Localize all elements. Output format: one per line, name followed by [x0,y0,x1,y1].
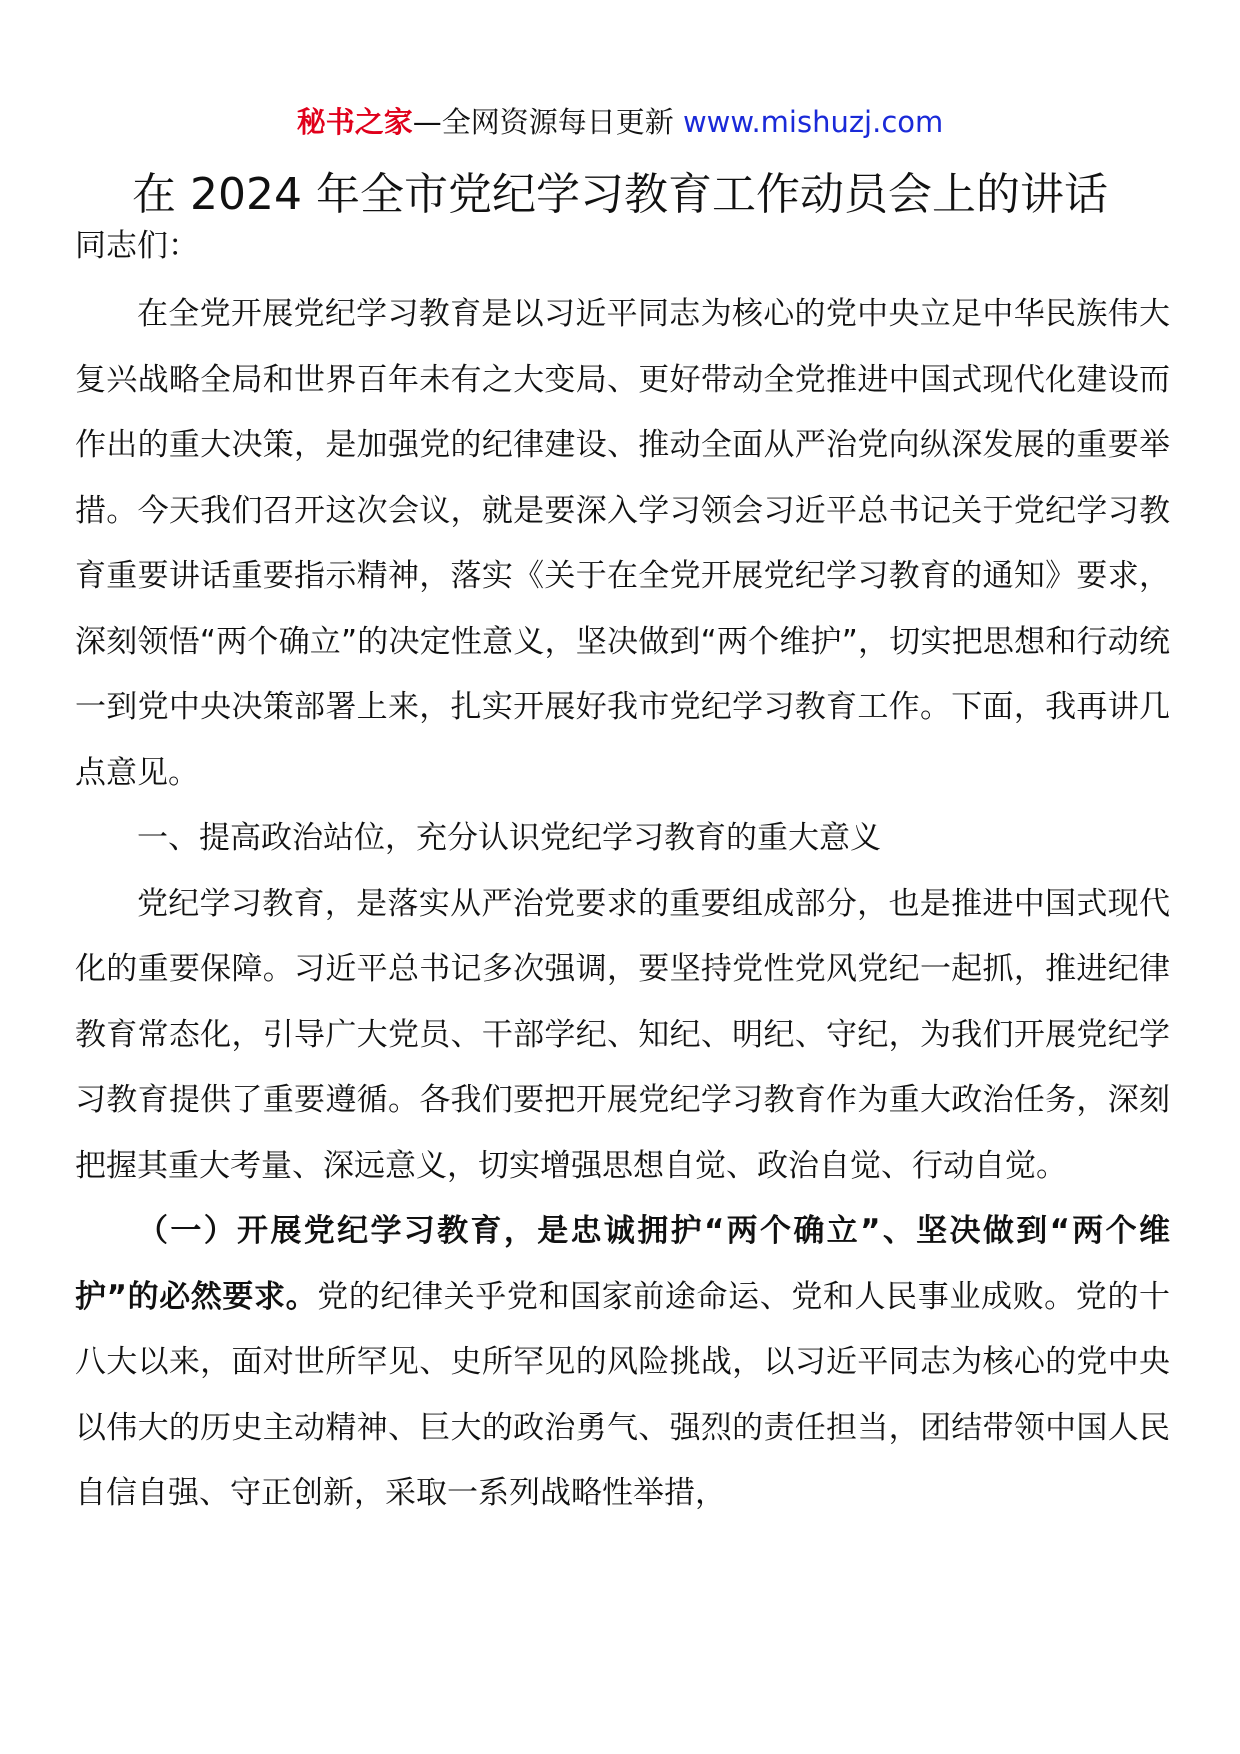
subsection-body-1: 党的纪律关乎党和国家前途命运、党和人民事业成败。党的十八大以来，面对世所罕见、史所罕见的风险挑战，以习近平同志为核心的党中央以伟大的历史主动精神、巨大的政治勇气、强烈的责任担当，团结带领中国人民自信自强、守正创新，采取一系列战略性举措， [75,1278,1171,1511]
site-header [0,100,1240,144]
brand-tagline: —全网资源每日更新 [412,105,674,139]
section-heading-1: 一、提高政治站位，充分认识党纪学习教育的重大意义 [137,820,881,856]
paragraph-intro: 在全党开展党纪学习教育是以习近平同志为核心的党中央立足中华民族伟大复兴战略全局和世界百年未有之大变局、更好带动全党推进中国式现代化建设而作出的重大决策，是加强党的纪律建设、推动全面从严治党向纵深发展的重要举措。今天我们召开这次会议，就是要深入学习领会习近平总书记关于党纪学习教育重要讲话重要指示精神，落实《关于在全党开展党纪学习教育的通知》要求，深刻领悟“两个确立”的决定性意义，坚决做到“两个维护”，切实把思想和行动统一到党中央决策部署上来，扎实开展好我市党纪学习教育工作。下面，我再讲几点意见。 [75,296,1170,791]
document-title: 在 2024 年全市党纪学习教育工作动员会上的讲话 [132,169,1108,220]
brand-name: 秘书之家 [296,105,413,139]
paragraph-significance: 党纪学习教育，是落实从严治党要求的重要组成部分，也是推进中国式现代化的重要保障。习近平总书记多次强调，要坚持党性党风党纪一起抓，推进纪律教育常态化，引导广大党员、干部学纪、知纪、明纪、守纪，为我们开展党纪学习教育提供了重要遵循。各我们要把开展党纪学习教育作为重大政治任务，深刻把握其重大考量、深远意义，切实增强思想自觉、政治自觉、行动自觉。 [75,885,1170,1184]
site-url-link[interactable]: www.mishuzj.com [682,105,944,139]
paragraph-subsection-1 [75,1199,1170,1527]
salutation: 同志们： [75,228,199,264]
subsection-heading-1: （一）开展党纪学习教育，是忠诚拥护“两个确立”、坚决做到“两个维护”的必然要求。 [75,1213,1170,1315]
document-body [75,228,1170,1527]
